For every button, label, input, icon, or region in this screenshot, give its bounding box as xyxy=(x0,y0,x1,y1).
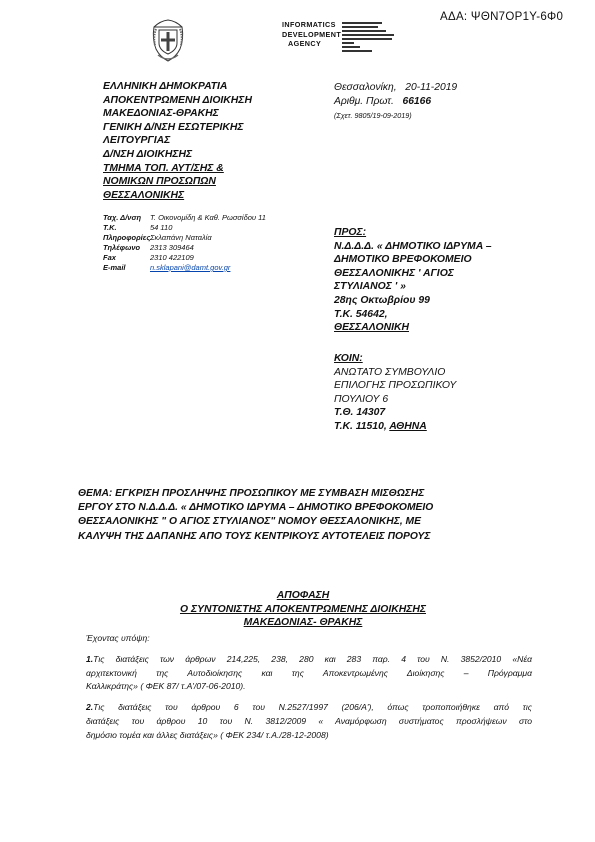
decision-heading xyxy=(78,589,528,630)
recipient-line: 28ης Οκτωβρίου 99 xyxy=(334,294,430,306)
authority-line: ΑΠΟΚΕΝΤΡΩΜΕΝΗ ΔΙΟΙΚΗΣΗ xyxy=(103,94,252,106)
authority-department-line: ΤΜΗΜΑ ΤΟΠ. ΑΥΤ/ΣΗΣ & xyxy=(103,162,224,174)
copy-city: ΑΘΗΝΑ xyxy=(389,420,427,432)
document-body xyxy=(86,632,532,743)
subject-line: ΚΑΛΥΨΗ ΤΗΣ ΔΑΠΑΝΗΣ ΑΠΟ ΤΟΥΣ ΚΕΝΤΡΙΚΟΥΣ ΑΥΤΟΤΕΛΕΙΣ ΠΟΡΟΥΣ xyxy=(78,530,431,542)
authority-line: ΕΛΛΗΝΙΚΗ ΔΗΜΟΚΡΑΤΙΑ xyxy=(103,81,228,92)
contact-label: Τ.Κ. xyxy=(103,223,117,232)
copy-line: ΠΟΥΛΙΟΥ 6 xyxy=(334,393,389,405)
reference-number: (Σχετ. 9805/19-09-2019) xyxy=(334,111,412,120)
contact-row xyxy=(103,213,266,223)
ida-line: AGENCY xyxy=(288,39,322,49)
recipient-line: Τ.Κ. 54642, xyxy=(334,308,388,320)
subject-block xyxy=(78,487,528,544)
paragraph-number: 1. xyxy=(86,653,94,664)
paragraph-line: διατάξεις του άρθρου 10 του Ν. 3812/2009 « Αναμόρφωση συστήματος προσλήψεων στο xyxy=(86,715,532,726)
subject-line: ΘΕΜΑ: ΕΓΚΡΙΣΗ ΠΡΟΣΛΗΨΗΣ ΠΡΟΣΩΠΙΚΟΥ ΜΕ ΣΥΜΒΑΣΗ ΜΙΣΘΩΣΗΣ xyxy=(78,488,425,499)
email-link[interactable]: n.sklapani@damt.gov.gr xyxy=(150,263,231,272)
authority-department-line: ΝΟΜΙΚΩΝ ΠΡΟΣΩΠΩΝ xyxy=(103,176,216,188)
contact-value: 54 110 xyxy=(150,223,173,232)
contact-value: 2310 422109 xyxy=(150,253,194,262)
recipient-block xyxy=(334,226,492,335)
authority-line: ΛΕΙΤΟΥΡΓΙΑΣ xyxy=(103,135,171,147)
decision-issuer: ΜΑΚΕΔΟΝΙΑΣ- ΘΡΑΚΗΣ xyxy=(243,617,363,629)
contact-value: 2313 309464 xyxy=(150,243,194,252)
ida-line: DEVELOPMENT xyxy=(282,29,342,39)
paragraph-line: Τις διατάξεις του άρθρου 6 του Ν.2527/1997 (206/Α'), όπως τροποποιήθηκε από τις xyxy=(93,702,532,713)
copy-label: ΚΟΙΝ: xyxy=(334,353,363,364)
copy-line: ΕΠΙΛΟΓΗΣ ΠΡΟΣΩΠΙΚΟΥ xyxy=(334,380,457,392)
contact-row xyxy=(103,233,266,243)
authority-line: ΜΑΚΕΔΟΝΙΑΣ-ΘΡΑΚΗΣ xyxy=(103,108,219,120)
contact-label: Πληροφορίες xyxy=(103,233,151,242)
ida-line: INFORMATICS xyxy=(282,20,336,29)
informatics-agency-logo xyxy=(282,20,341,49)
body-intro: Έχοντας υπόψη: xyxy=(86,633,150,643)
city-label: Θεσσαλονίκη, xyxy=(334,82,397,93)
copy-line: ΑΝΩΤΑΤΟ ΣΥΜΒΟΥΛΙΟ xyxy=(334,366,446,378)
recipient-line: Ν.Δ.Δ.Δ. « ΔΗΜΟΤΙΚΟ ΙΔΡΥΜΑ – xyxy=(334,240,492,252)
authority-line: ΓΕΝΙΚΗ Δ/ΝΣΗ ΕΣΩΤΕΡΙΚΗΣ xyxy=(103,121,244,133)
recipient-label: ΠΡΟΣ: xyxy=(334,227,367,238)
document-date: 20-11-2019 xyxy=(405,82,458,93)
contact-label: E-mail xyxy=(103,263,126,272)
contact-details xyxy=(103,213,266,273)
place-date-block xyxy=(334,81,457,123)
paragraph-1 xyxy=(86,653,532,694)
contact-label: Τηλέφωνο xyxy=(103,243,141,252)
contact-row xyxy=(103,253,266,263)
contact-row xyxy=(103,223,266,233)
authority-line: Δ/ΝΣΗ ΔΙΟΙΚΗΣΗΣ xyxy=(103,148,193,160)
subject-line: ΘΕΣΣΑΛΟΝΙΚΗΣ " Ο ΑΓΙΟΣ ΣΤΥΛΙΑΝΟΣ" ΝΟΜΟΥ ΘΕΣΣΑΛΟΝΙΚΗΣ, ΜΕ xyxy=(78,516,421,528)
paragraph-2 xyxy=(86,701,532,742)
paragraph-number: 2. xyxy=(86,702,94,713)
contact-label: Fax xyxy=(103,253,116,262)
paragraph-line: Τις διατάξεις των άρθρων 214,225, 238, 280 και 283 παρ. 4 του Ν. 3852/2010 «Νέα xyxy=(93,653,532,664)
contact-label: Ταχ. Δ/νση xyxy=(103,213,142,222)
protocol-label: Αριθμ. Πρωτ. xyxy=(334,96,394,107)
protocol-number: 66166 xyxy=(402,96,432,107)
paragraph-line: δημόσιο τομέα και άλλες διατάξεις» ( ΦΕΚ 234/ τ.Α./28-12-2008) xyxy=(86,729,329,740)
copy-line: Τ.Θ. 14307 xyxy=(334,407,386,419)
paragraph-line: αρχιτεκτονική της Αυτοδιοίκησης και της Αποκεντρωμένης Διοίκησης – Πρόγραμμα xyxy=(86,667,532,678)
contact-value: Τ. Οικονομίδη & Καθ. Ρωσσίδου 11 xyxy=(150,213,266,222)
paragraph-line: Καλλικράτης» ( ΦΕΚ 87/ τ.Α'/07-06-2010). xyxy=(86,681,246,692)
recipient-line: ΔΗΜΟΤΙΚΟ ΒΡΕΦΟΚΟΜΕΙΟ xyxy=(334,254,472,266)
ida-small-text-block xyxy=(342,22,400,56)
contact-value: Σκλαπάνη Ναταλία xyxy=(150,233,212,242)
copy-to-block xyxy=(334,352,456,434)
issuing-authority xyxy=(103,80,252,202)
contact-row xyxy=(103,243,266,253)
contact-row xyxy=(103,263,266,273)
copy-postcode: Τ.Κ. 11510, xyxy=(334,420,387,432)
recipient-line: ΘΕΣΣΑΛΟΝΙΚΗΣ ' ΑΓΙΟΣ xyxy=(334,267,454,279)
recipient-city: ΘΕΣΣΑΛΟΝΙΚΗ xyxy=(334,322,409,334)
decision-title: ΑΠΟΦΑΣΗ xyxy=(276,590,330,601)
decision-issuer: Ο ΣΥΝΤΟΝΙΣΤΗΣ ΑΠΟΚΕΝΤΡΩΜΕΝΗΣ ΔΙΟΙΚΗΣΗΣ xyxy=(179,603,426,615)
recipient-line: ΣΤΥΛΙΑΝΟΣ ' » xyxy=(334,281,406,293)
ada-code: ΑΔΑ: ΨΘΝ7ΟΡ1Υ-6Φ0 xyxy=(440,11,564,23)
subject-line: ΕΡΓΟΥ ΣΤΟ Ν.Δ.Δ.Δ. « ΔΗΜΟΤΙΚΟ ΙΔΡΥΜΑ – ΔΗΜΟΤΙΚΟ ΒΡΕΦΟΚΟΜΕΙΟ xyxy=(78,502,434,514)
coat-of-arms-icon xyxy=(150,17,186,63)
authority-department-line: ΘΕΣΣΑΛΟΝΙΚΗΣ xyxy=(103,189,185,201)
